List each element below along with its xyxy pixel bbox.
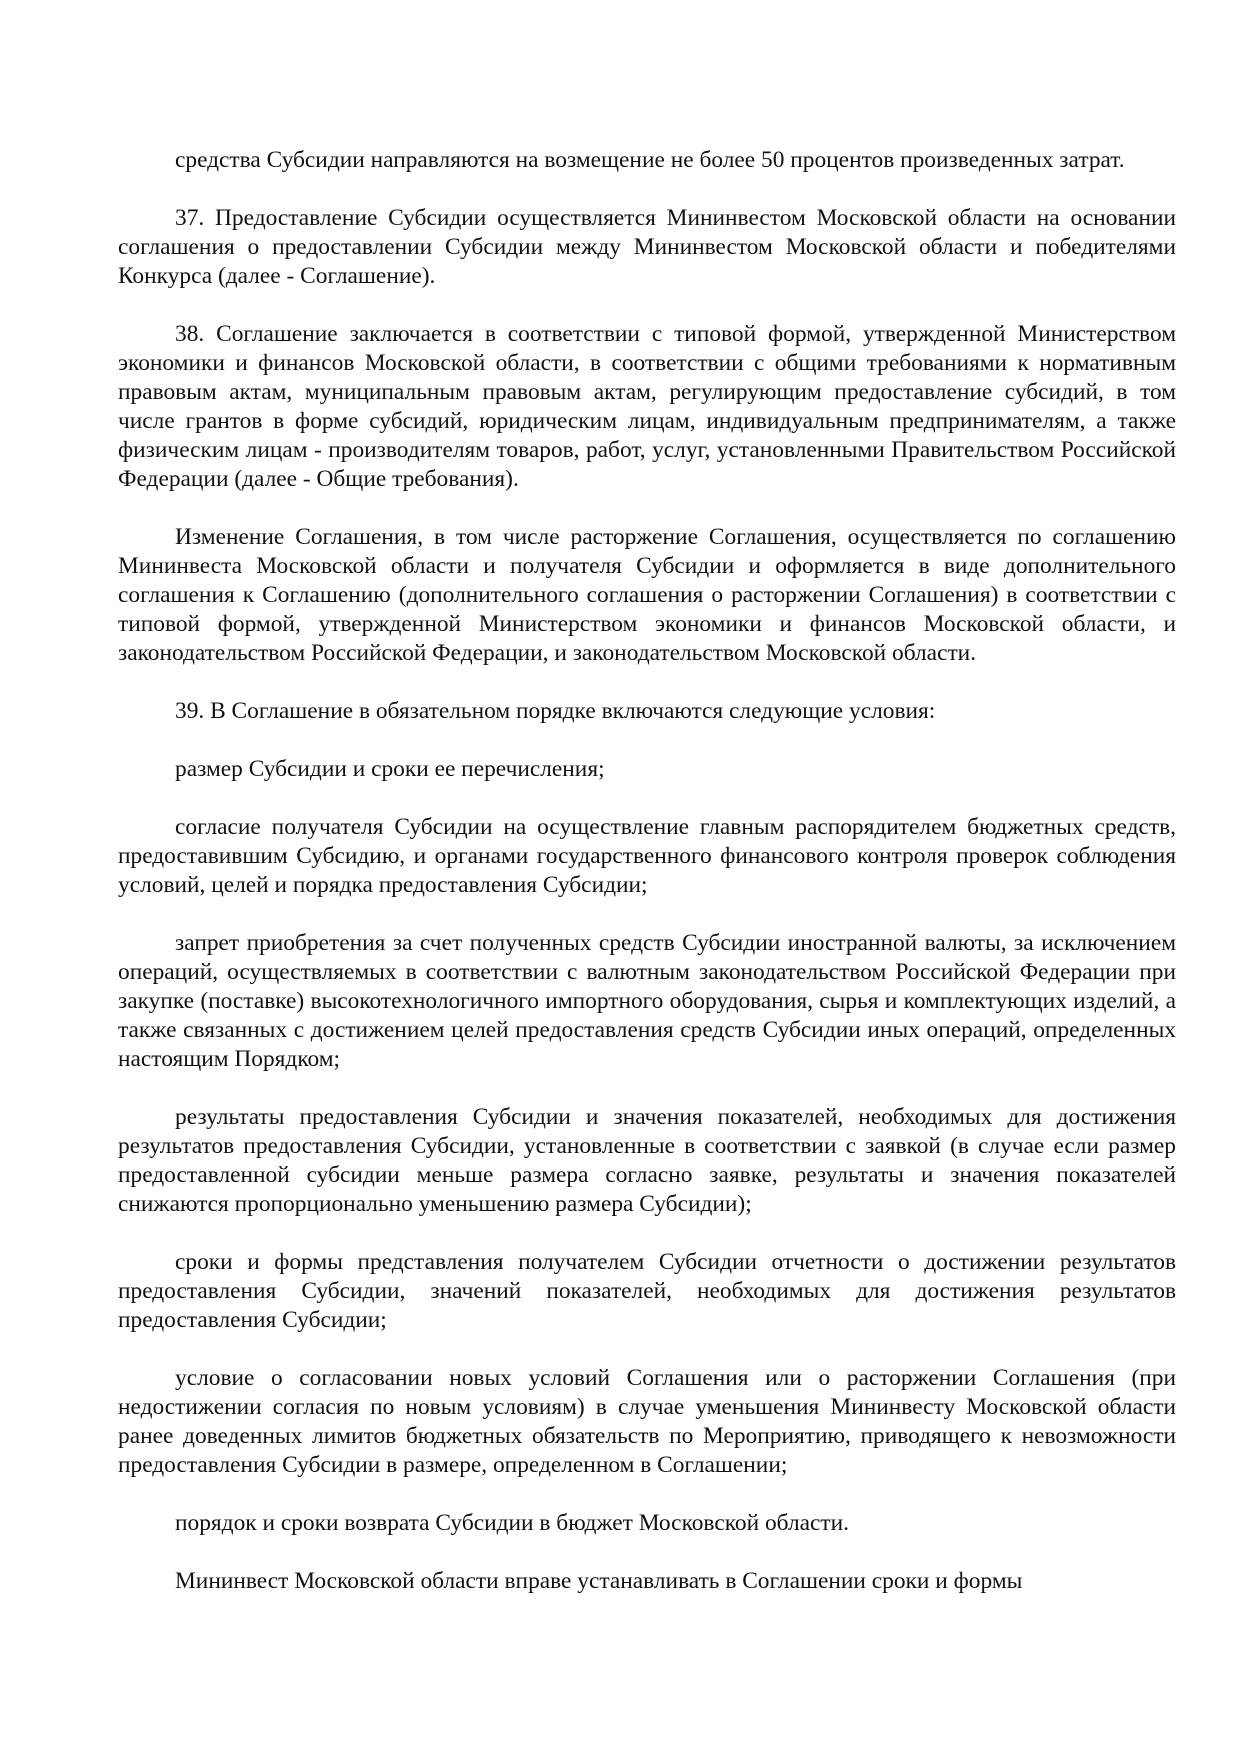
paragraph-38: 38. Соглашение заключается в соответствии с типовой формой, утвержденной Министерством экономики и финансов Московской области, в соответствии с общими требованиями к нормативным правовым актам, муниципальным правовым актам, регулирующим предоставление субсидий, в том числе грантов в форме субсидий, юридическим лицам, индивидуальным предпринимателям, а также физическим лицам - производителям товаров, работ, услуг, установленными Правительством Российской Федерации (далее - Общие требования). — [118, 321, 1176, 492]
condition-reporting: сроки и формы представления получателем Субсидии отчетности о достижении результатов предоставления Субсидии, значений показателей, необходимых для достижения результатов предоставления Субсидии; — [118, 1249, 1176, 1333]
condition-currency-ban: запрет приобретения за счет полученных средств Субсидии иностранной валюты, за исключением операций, осуществляемых в соответствии с валютным законодательством Российской Федерации при закупке (поставке) высокотехнологичного импортного оборудования, сырья и комплектующих изделий, а также связанных с достижением целей предоставления средств Субсидии иных операций, определенных настоящим Порядком; — [118, 930, 1176, 1072]
condition-new-terms: условие о согласовании новых условий Соглашения или о расторжении Соглашения (при недостижении согласия по новым условиям) в случае уменьшения Мининвесту Московской области ранее доведенных лимитов бюджетных обязательств по Мероприятию, приводящего к невозможности предоставления Субсидии в размере, определенном в Соглашении; — [118, 1365, 1176, 1478]
paragraph-mininvest-rights: Мининвест Московской области вправе устанавливать в Соглашении сроки и формы — [175, 1568, 1023, 1594]
paragraph-agreement-change: Изменение Соглашения, в том числе расторжение Соглашения, осуществляется по соглашению Мининвеста Московской области и получателя Субсидии и оформляется в виде дополнительного соглашения к Соглашению (дополнительного соглашения о расторжении Соглашения) в соответствии с типовой формой, утвержденной Министерством экономики и финансов Московской области, и законодательством Российской Федерации, и законодательством Московской области. — [118, 524, 1176, 666]
paragraph-39: 39. В Соглашение в обязательном порядке включаются следующие условия: — [175, 698, 936, 724]
condition-results-indicators: результаты предоставления Субсидии и значения показателей, необходимых для достижения результатов предоставления Субсидии, установленные в соответствии с заявкой (в случае если размер предоставленной субсидии меньше размера согласно заявке, результаты и значения показателей снижаются пропорционально уменьшению размера Субсидии); — [118, 1104, 1176, 1217]
document-page — [118, 146, 1176, 1596]
condition-subsidy-size: размер Субсидии и сроки ее перечисления; — [175, 756, 605, 782]
paragraph-37: 37. Предоставление Субсидии осуществляется Мининвестом Московской области на основании соглашения о предоставлении Субсидии между Мининвестом Московской области и победителями Конкурса (далее - Соглашение). — [118, 205, 1176, 289]
condition-refund: порядок и сроки возврата Субсидии в бюджет Московской области. — [175, 1510, 849, 1536]
paragraph-subsidy-costs: средства Субсидии направляются на возмещение не более 50 процентов произведенных затрат. — [175, 147, 1125, 173]
condition-control-consent: согласие получателя Субсидии на осуществление главным распорядителем бюджетных средств, предоставившим Субсидию, и органами государственного финансового контроля проверок соблюдения условий, целей и порядка предоставления Субсидии; — [118, 814, 1176, 898]
